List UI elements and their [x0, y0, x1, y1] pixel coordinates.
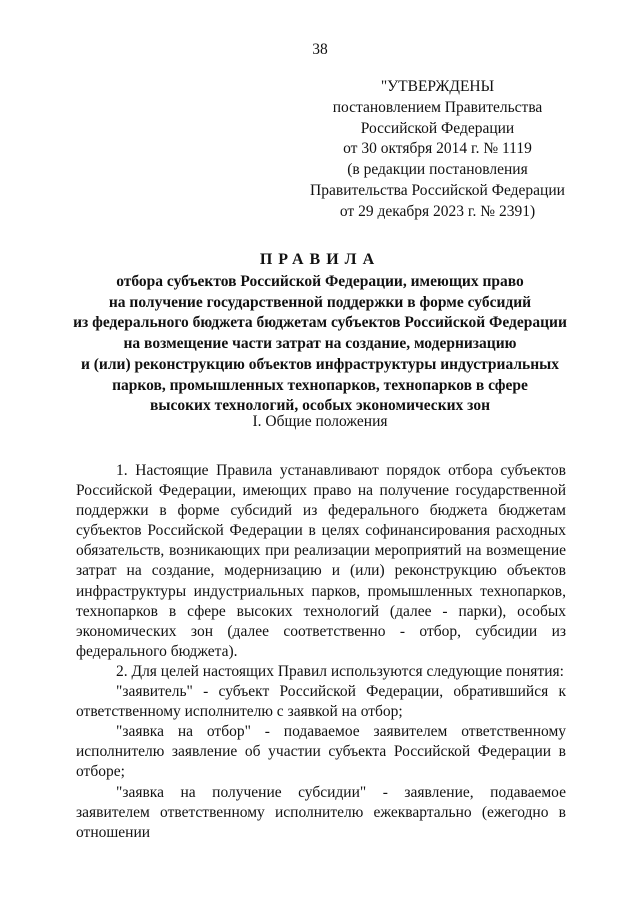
paragraph: 2. Для целей настоящих Правил используются следующие понятия:	[116, 662, 564, 680]
page-number: 38	[312, 41, 328, 58]
paragraph: "заявка на получение субсидии" - заявление, подаваемое заявителем ответственному исполнителю ежеквартально (ежегодно в отношении	[76, 783, 566, 841]
title-line: на возмещение части затрат на создание, модернизацию	[123, 335, 517, 353]
paragraph: 1. Настоящие Правила устанавливают порядок отбора субъектов Российской Федерации, имеющих право на получение государственной поддержки в форме субсидий из федерального бюджета бюджетам субъектов Российской Федерации в целях софинансирования расходных обязательств, возникающих при реализации мероприятий на возмещение затрат на создание, модернизацию и (или) реконструкцию объектов инфраструктуры индустриальных парков, промышленных технопарков, технопарков в сфере высоких технологий (далее - парки), особых экономических зон (далее соответственно - отбор, субсидии из федерального бюджета).	[76, 462, 566, 660]
approval-line: от 30 октября 2014 г. № 1119	[343, 140, 532, 158]
document-title	[40, 272, 600, 417]
document-heading: ПРАВИЛА	[259, 251, 381, 268]
approval-line: Российской Федерации	[360, 119, 515, 137]
title-line: на получение государственной поддержки в форме субсидий	[108, 293, 532, 311]
approval-line: Правительства Российской Федерации	[310, 181, 565, 199]
title-line: парков, промышленных технопарков, технопарков в сфере	[112, 376, 528, 394]
section-title: I. Общие положения	[252, 413, 388, 430]
title-line: отбора субъектов Российской Федерации, имеющих право	[116, 273, 524, 290]
title-line: и (или) реконструкцию объектов инфраструктуры индустриальных	[80, 355, 560, 373]
title-line: из федерального бюджета бюджетам субъектов Российской Федерации	[73, 314, 567, 332]
approval-line: от 29 декабря 2023 г. № 2391)	[339, 202, 536, 220]
approval-line: (в редакции постановления	[347, 161, 528, 179]
approval-stamp	[300, 77, 575, 223]
body-text	[76, 461, 566, 843]
title-line: высоких технологий, особых экономических зон	[150, 397, 490, 415]
paragraph: "заявка на отбор" - подаваемое заявителем ответственному исполнителю заявление об участии субъекта Российской Федерации в отборе;	[76, 723, 566, 781]
approval-line: постановлением Правительства	[332, 98, 543, 116]
paragraph: "заявитель" - субъект Российской Федерации, обратившийся к ответственному исполнителю с заявкой на отбор;	[76, 683, 566, 721]
approval-line: "УТВЕРЖДЕНЫ	[380, 78, 495, 95]
